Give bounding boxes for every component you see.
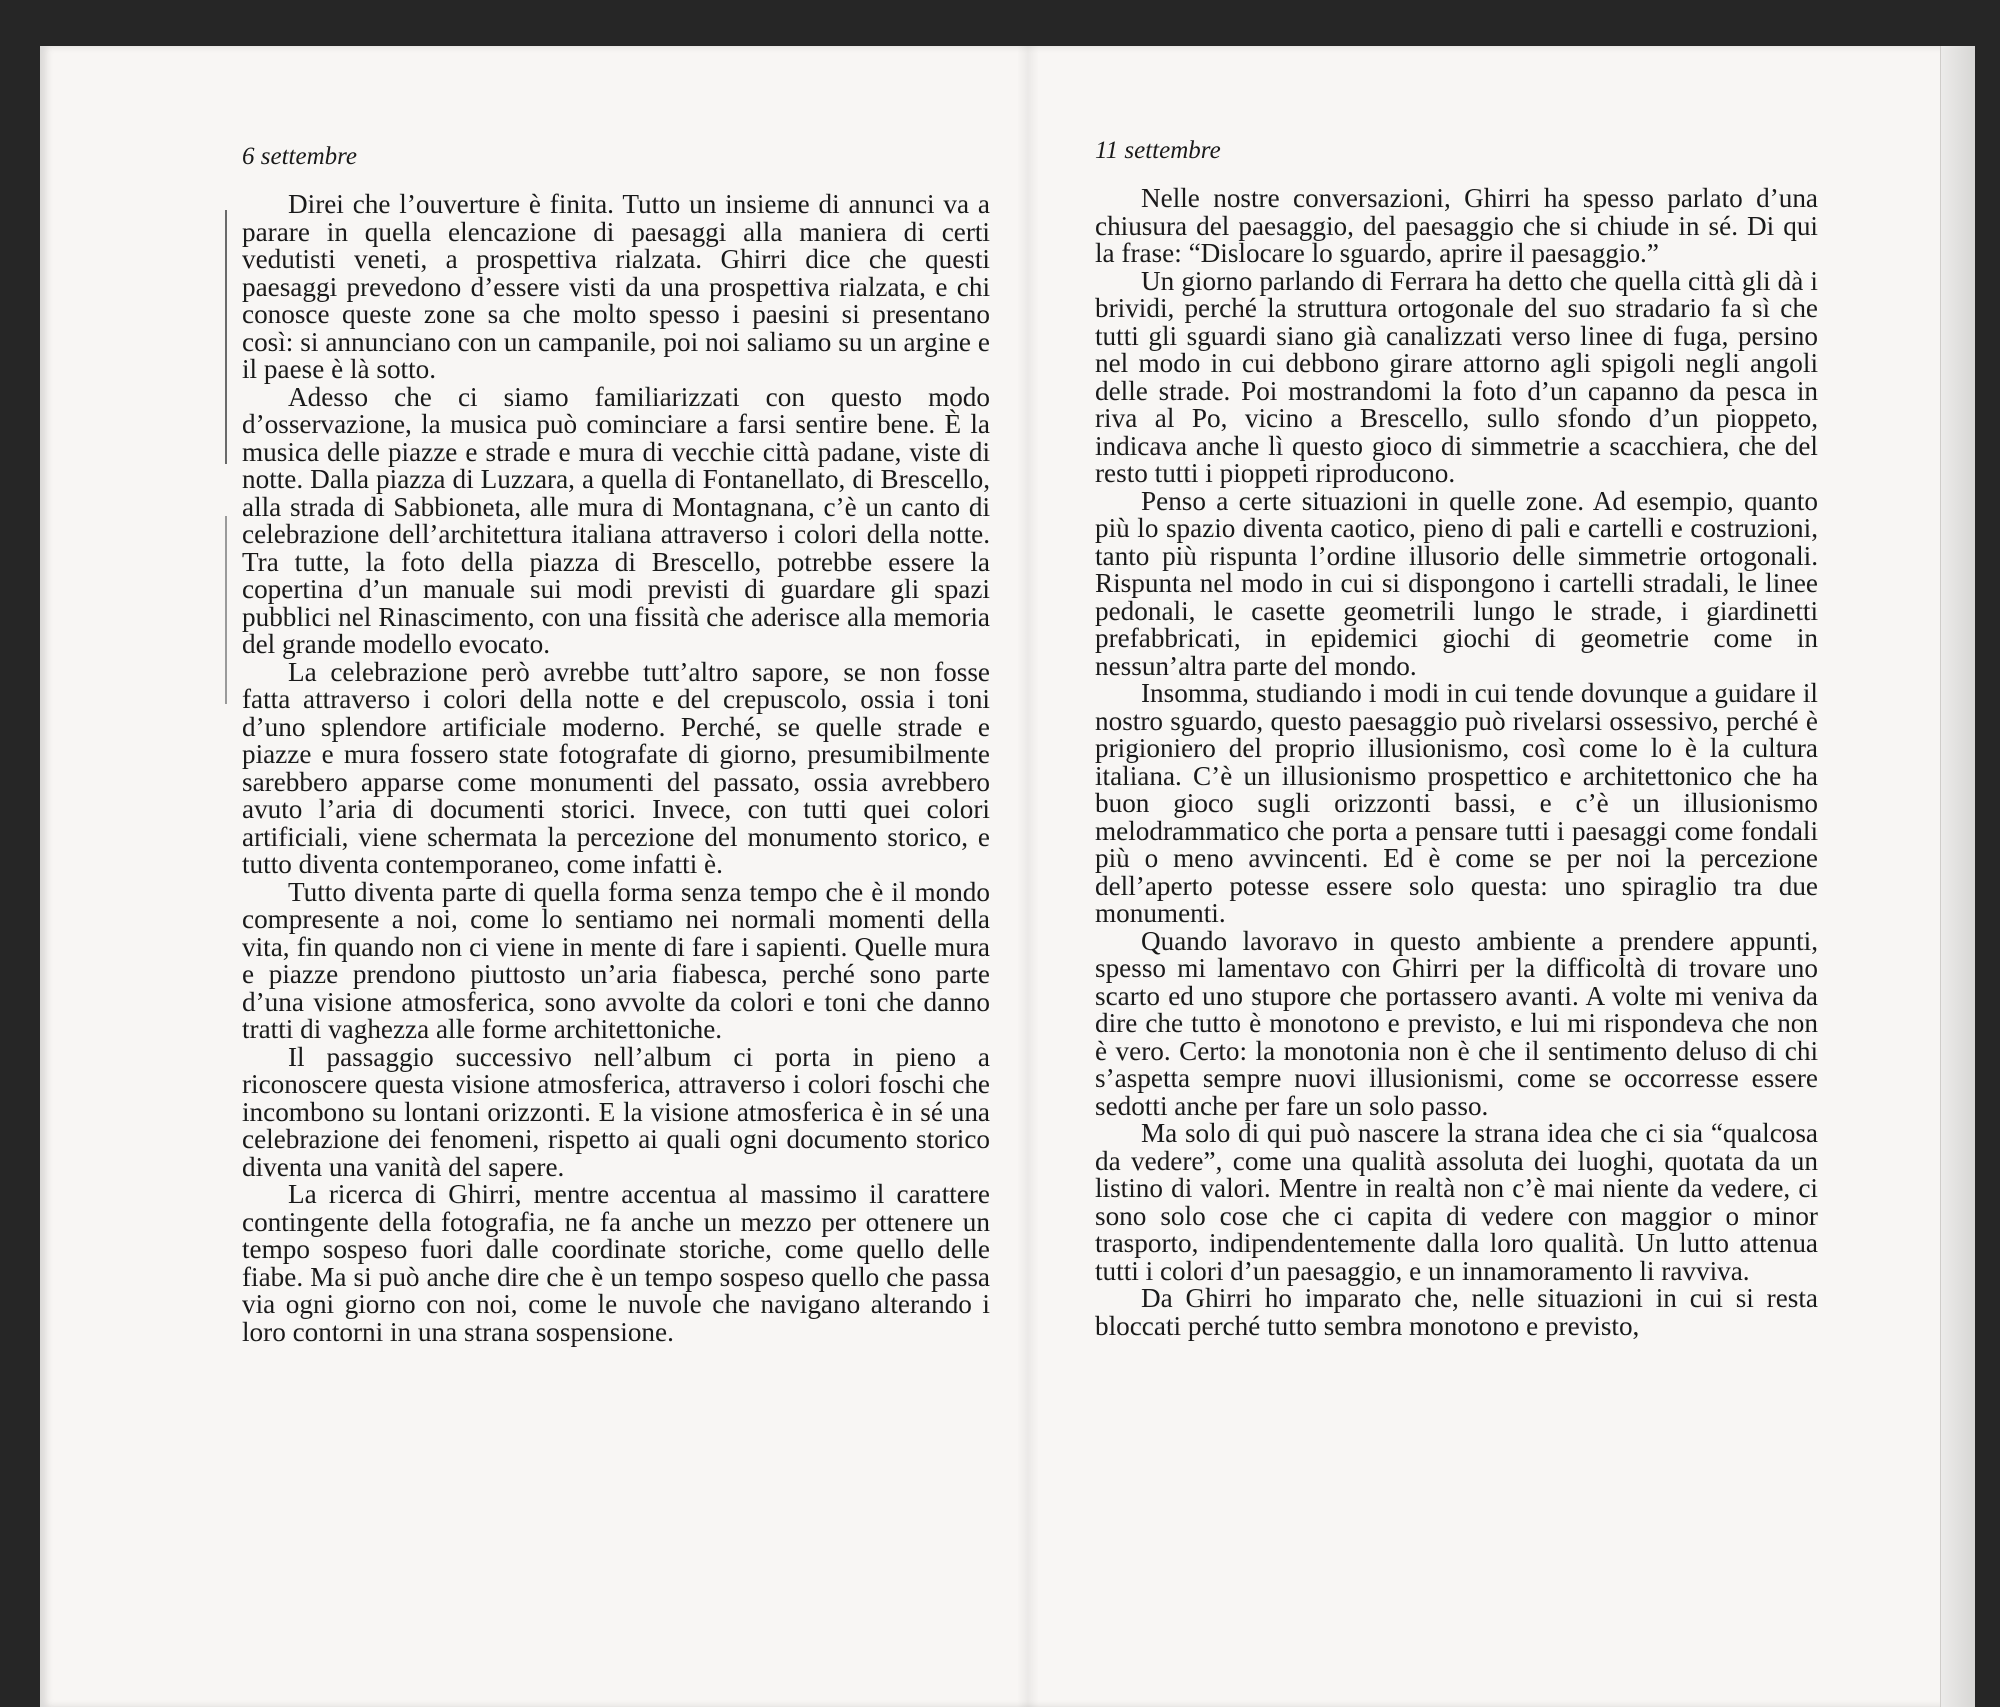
- paragraph: Quando lavoravo in questo ambiente a prendere appunti, spesso mi lamentavo con Ghirri per la difficoltà di trovare uno scarto ed uno stupore che portassero avanti. A volte mi veniva da dire che tutto è monotono e previsto, e lui mi rispondeva che non è vero. Certo: la monotonia non è che il sentimento deluso di chi s’aspetta sempre nuovi illusionismi, come se occorresse essere sedotti anche per fare un solo passo.: [1095, 925, 1818, 1121]
- book-spread: [40, 46, 1975, 1707]
- paragraph: Insomma, studiando i modi in cui tende dovunque a guidare il nostro sguardo, questo paesaggio può rivelarsi ossessivo, perché è prigioniero del proprio illusionismo, così come lo è la cultura italiana. C’è un illusionismo prospettico e architettonico che ha buon gioco sugli orizzonti bassi, e c’è un illusionismo melodrammatico che porta a pensare tutti i paesaggi come fondali più o meno avvincenti. Ed è come se per noi la percezione dell’aperto potesse essere solo questa: uno spiraglio tra due monumenti.: [1095, 678, 1818, 928]
- paragraph: Tutto diventa parte di quella forma senza tempo che è il mondo compresente a noi, come lo sentiamo nei normali momenti della vita, fin quando non ci viene in mente di fare i sapienti. Quelle mura e piazze prendono piuttosto un’aria fiabesca, perché sono parte d’una visione atmosferica, sono avvolte da colori e toni che danno tratti di vaghezza alle forme architettoniche.: [242, 876, 990, 1044]
- paragraph: Da Ghirri ho imparato che, nelle situazioni in cui si resta bloccati perché tutto sembra monotono e previsto,: [1095, 1283, 1818, 1341]
- paragraph: Nelle nostre conversazioni, Ghirri ha spesso parlato d’una chiusura del paesaggio, del paesaggio che si chiude in sé. Di qui la frase: “Dislocare lo sguardo, aprire il paesaggio.”: [1095, 183, 1818, 268]
- paragraph: Ma solo di qui può nascere la strana idea che ci sia “qualcosa da vedere”, come una qualità assoluta dei luoghi, quotata da un listino di valori. Mentre in realtà non c’è mai niente da vedere, ci sono solo cose che ci capita di vedere con maggior o minor trasporto, indipendentemente dalla loro qualità. Un lutto attenua tutti i colori d’un paesaggio, e un innamoramento li ravviva.: [1095, 1118, 1818, 1286]
- paragraph: La celebrazione però avrebbe tutt’altro sapore, se non fosse fatta attraverso i colori della notte e del crepuscolo, ossia i toni d’uno splendore artificiale moderno. Perché, se quelle strade e piazze e mura fossero state fotografate di giorno, presumibilmente sarebbero apparse come monumenti del passato, ossia avrebbero avuto l’aria di documenti storici. Invece, con tutti quei colori artificiali, viene schermata la percezione del monumento storico, e tutto diventa contemporaneo, come infatti è.: [242, 656, 990, 879]
- right-page: [1039, 46, 1939, 1707]
- paragraph: Il passaggio successivo nell’album ci porta in pieno a riconoscere questa visione atmosferica, attraverso i colori foschi che incombono su lontani orizzonti. E la visione atmosferica è in sé una celebrazione dei fenomeni, rispetto ai quali ogni documento storico diventa una vanità del sapere.: [242, 1041, 990, 1182]
- right-date-heading: 11 settembre: [1095, 137, 1221, 164]
- margin-mark: [225, 516, 227, 704]
- left-date-heading: 6 settembre: [242, 143, 358, 170]
- left-page: [40, 46, 1017, 1707]
- left-text-column: [242, 143, 990, 1346]
- right-text-column: [1095, 137, 1818, 1340]
- paragraph: Penso a certe situazioni in quelle zone. Ad esempio, quanto più lo spazio diventa caotico, pieno di pali e cartelli e costruzioni, tanto più rispunta l’ordine illusorio delle simmetrie ortogonali. Rispunta nel modo in cui si dispongono i cartelli stradali, le linee pedonali, le casette geometrili lungo le strade, i giardinetti prefabbricati, in epidemici giochi di geometrie come in nessun’altra parte del mondo.: [1095, 485, 1818, 681]
- paragraph: Direi che l’ouverture è finita. Tutto un insieme di annunci va a parare in quella elencazione di paesaggi alla maniera di certi vedutisti veneti, a prospettiva rialzata. Ghirri dice che questi paesaggi prevedono d’essere visti da una prospettiva rialzata, e chi conosce queste zone sa che molto spesso i paesini si presentano così: si annunciano con un campanile, poi noi saliamo su un argine e il paese è là sotto.: [242, 189, 990, 384]
- paragraph: La ricerca di Ghirri, mentre accentua al massimo il carattere contingente della fotografia, ne fa anche un mezzo per ottenere un tempo sospeso fuori dalle coordinate storiche, come quello delle fiabe. Ma si può anche dire che è un tempo sospeso quello che passa via ogni giorno con noi, come le nuvole che navigano alterando i loro contorni in una strana sospensione.: [242, 1179, 990, 1347]
- paragraph: Un giorno parlando di Ferrara ha detto che quella città gli dà i brividi, perché la struttura ortogonale del suo stradario fa sì che tutti gli sguardi siano già canalizzati verso linee di fuga, persino nel modo in cui debbono girare attorno agli spigoli negli angoli delle strade. Poi mostrandomi la foto d’un capanno da pesca in riva al Po, vicino a Brescello, sullo sfondo d’un pioppeto, indicava anche lì questo gioco di simmetrie a scacchiera, che del resto tutti i pioppeti riproducono.: [1095, 265, 1818, 488]
- page-edge: [1940, 46, 1975, 1707]
- book-gutter: [1017, 46, 1039, 1707]
- paragraph: Adesso che ci siamo familiarizzati con questo modo d’osservazione, la musica può cominciare a farsi sentire bene. È la musica delle piazze e strade e mura di vecchie città padane, viste di notte. Dalla piazza di Luzzara, a quella di Fontanellato, di Brescello, alla strada di Sabbioneta, alle mura di Montagnana, c’è un canto di celebrazione dell’architettura italiana attraverso i colori della notte. Tra tutte, la foto della piazza di Brescello, potrebbe essere la copertina d’un manuale sui modi previsti di guardare gli spazi pubblici nel Rinascimento, con una fissità che aderisce alla memoria del grande modello evocato.: [242, 381, 990, 659]
- margin-mark: [225, 210, 227, 464]
